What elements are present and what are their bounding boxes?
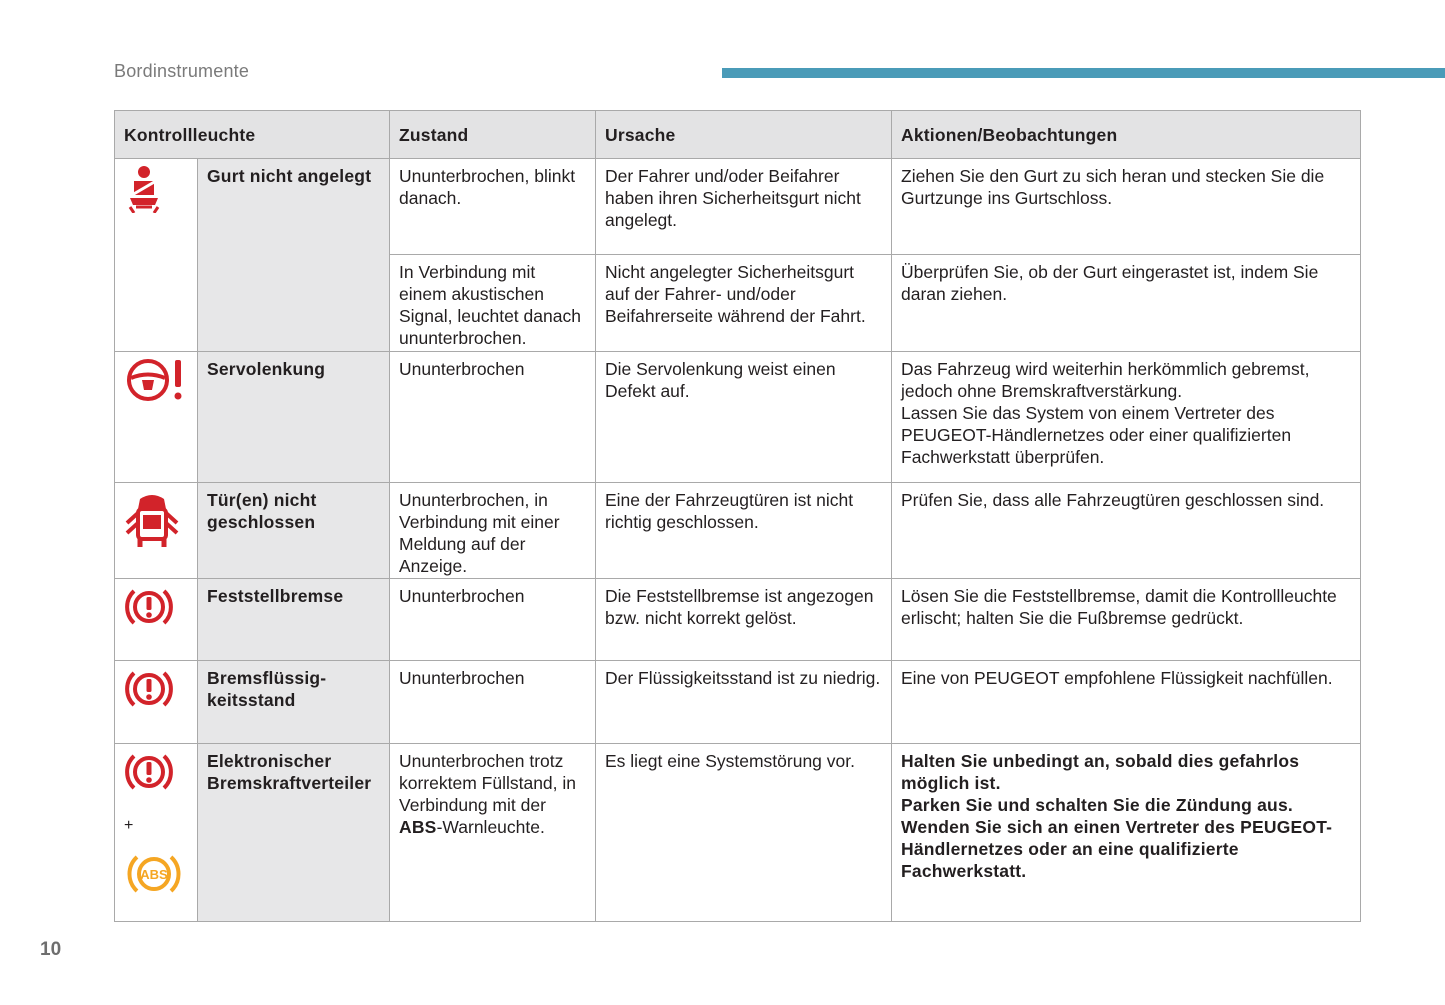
action-cell	[892, 352, 1361, 483]
state-cell: In Verbindung mit einem akustischen Signal, leuchtet danach ununterbrochen.	[390, 255, 596, 352]
action-cell: Lösen Sie die Feststellbremse, damit die Kontrollleuchte erlischt; halten Sie die Fußbremse gedrückt.	[892, 579, 1361, 661]
cause-cell: Eine der Fahrzeugtüren ist nicht richtig geschlossen.	[596, 483, 892, 579]
header-kontrollleuchte: Kontrollleuchte	[115, 111, 390, 159]
icon-cell	[115, 744, 198, 922]
cause-cell: Die Servolenkung weist einen Defekt auf.	[596, 352, 892, 483]
state-cell: Ununterbrochen, in Verbindung mit einer Meldung auf der Anzeige.	[390, 483, 596, 579]
icon-cell	[115, 661, 198, 744]
state-cell: Ununterbrochen	[390, 579, 596, 661]
light-name-line: Bremsflüssig-	[207, 668, 327, 688]
cause-cell: Die Feststellbremse ist angezogen bzw. nicht korrekt gelöst.	[596, 579, 892, 661]
seatbelt-icon	[124, 165, 164, 218]
table-row	[115, 744, 1361, 922]
icon-cell	[115, 579, 198, 661]
abs-warning-icon	[124, 851, 184, 902]
state-cell: Ununterbrochen, blinkt danach.	[390, 159, 596, 255]
state-text: -Warnleuchte.	[436, 817, 545, 837]
light-name: Tür(en) nicht geschlossen	[198, 483, 390, 579]
cause-cell: Es liegt eine Systemstörung vor.	[596, 744, 892, 922]
header-zustand: Zustand	[390, 111, 596, 159]
light-name-line: keitsstand	[207, 690, 296, 710]
light-name: Elektronischer Bremskraftverteiler	[198, 744, 390, 922]
icon-cell	[115, 483, 198, 579]
warning-lights-table	[114, 110, 1361, 922]
cause-cell: Nicht angelegter Sicherheitsgurt auf der Fahrer- und/oder Beifahrerseite während der Fahrt.	[596, 255, 892, 352]
table-row	[115, 352, 1361, 483]
power-steering-icon	[124, 358, 186, 407]
cause-cell: Der Flüssigkeitsstand ist zu niedrig.	[596, 661, 892, 744]
brake-warning-icon	[124, 585, 174, 634]
section-title: Bordinstrumente	[114, 61, 250, 81]
state-text: Ununterbrochen trotz korrektem Füllstand, in Verbindung mit der	[399, 751, 577, 815]
light-name	[198, 661, 390, 744]
light-name: Servolenkung	[198, 352, 390, 483]
action-line: Das Fahrzeug wird weiterhin herkömmlich gebremst, jedoch ohne Bremskraftverstärkung.	[901, 359, 1310, 401]
light-name: Feststellbremse	[198, 579, 390, 661]
state-cell: Ununterbrochen	[390, 352, 596, 483]
table-row	[115, 159, 1361, 255]
state-cell	[390, 744, 596, 922]
header-ursache: Ursache	[596, 111, 892, 159]
action-cell: Prüfen Sie, dass alle Fahrzeugtüren geschlossen sind.	[892, 483, 1361, 579]
header-accent-bar	[722, 68, 1445, 78]
table-row	[115, 661, 1361, 744]
icon-cell	[115, 159, 198, 352]
abs-bold-text: ABS	[399, 817, 437, 837]
state-cell: Ununterbrochen	[390, 661, 596, 744]
action-cell: Überprüfen Sie, ob der Gurt eingerastet ist, indem Sie daran ziehen.	[892, 255, 1361, 352]
header-aktionen: Aktionen/Beobachtungen	[892, 111, 1361, 159]
action-cell: Ziehen Sie den Gurt zu sich heran und stecken Sie die Gurtzunge ins Gurtschloss.	[892, 159, 1361, 255]
action-cell	[892, 744, 1361, 922]
action-cell: Eine von PEUGEOT empfohlene Flüssigkeit nachfüllen.	[892, 661, 1361, 744]
plus-sign: +	[124, 817, 134, 834]
table-row	[115, 483, 1361, 579]
action-line: Lassen Sie das System von einem Vertreter des PEUGEOT-Händlernetzes oder einer qualifizierten Fachwerkstatt überprüfen.	[901, 403, 1292, 467]
table-row	[115, 579, 1361, 661]
door-open-icon	[124, 489, 180, 556]
action-line: Parken Sie und schalten Sie die Zündung aus.	[901, 795, 1293, 815]
brake-warning-icon	[124, 667, 174, 716]
page-number: 10	[40, 939, 62, 960]
cause-cell: Der Fahrer und/oder Beifahrer haben ihren Sicherheitsgurt nicht angelegt.	[596, 159, 892, 255]
abs-label: ABS	[140, 867, 168, 882]
icon-cell	[115, 352, 198, 483]
action-line: Wenden Sie sich an einen Vertreter des PEUGEOT-Händlernetzes oder an eine qualifizierte Fachwerkstatt.	[901, 817, 1333, 881]
light-name: Gurt nicht angelegt	[198, 159, 390, 352]
action-line: Halten Sie unbedingt an, sobald dies gefahrlos möglich ist.	[901, 751, 1300, 793]
brake-warning-icon	[124, 750, 174, 799]
table-header-row	[115, 111, 1361, 159]
